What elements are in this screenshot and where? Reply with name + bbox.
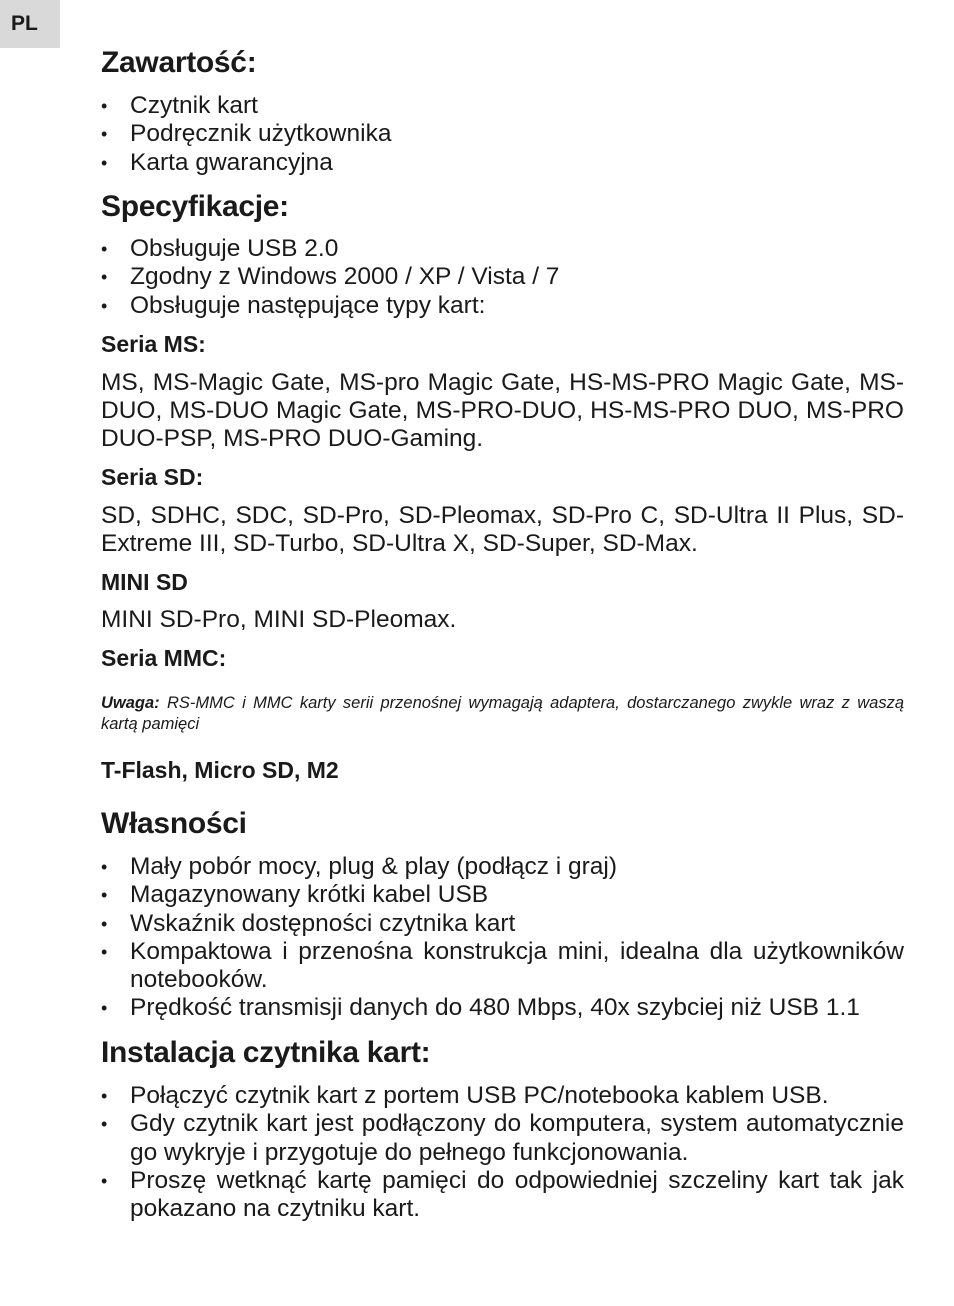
ms-series-heading: Seria MS:	[101, 331, 206, 357]
sd-series-heading: Seria SD:	[101, 464, 204, 490]
list-item: • Wskaźnik dostępności czytnika kart	[101, 910, 904, 938]
sd-series-text: SD, SDHC, SDC, SD-Pro, SD-Pleomax, SD-Pro C, SD-Ultra II Plus, SD-Extreme III, SD-Turbo, SD-Ultra X, SD-Super, SD-Max.	[101, 502, 904, 558]
minisd-text: MINI SD-Pro, MINI SD-Pleomax.	[101, 606, 457, 633]
language-tab: PL	[0, 0, 60, 48]
specs-heading: Specyfikacje:	[101, 190, 289, 223]
list-item: • Obsługuje USB 2.0	[101, 235, 904, 263]
list-item: • Podręcznik użytkownika	[101, 120, 904, 148]
note-label: Uwaga:	[101, 694, 160, 712]
list-item: • Obsługuje następujące typy kart:	[101, 292, 904, 320]
list-item: • Prędkość transmisji danych do 480 Mbps, 40x szybciej niż USB 1.1	[101, 994, 904, 1022]
list-item: • Magazynowany krótki kabel USB	[101, 881, 904, 909]
list-item: • Czytnik kart	[101, 92, 904, 120]
minisd-heading: MINI SD	[101, 569, 188, 595]
list-item: • Gdy czytnik kart jest podłączony do komputera, system automatycznie go wykryje i przygotuje do pełnego funkcjonowania.	[101, 1110, 904, 1167]
list-item: • Karta gwarancyjna	[101, 149, 904, 177]
list-item: • Zgodny z Windows 2000 / XP / Vista / 7	[101, 263, 904, 291]
install-list	[101, 1082, 904, 1223]
note-text: RS-MMC i MMC karty serii przenośnej wymagają adaptera, dostarczanego zwykle wraz z waszą kartą pamięci	[101, 694, 904, 733]
mmc-note	[101, 693, 904, 735]
list-item: • Mały pobór mocy, plug & play (podłącz i graj)	[101, 853, 904, 881]
ms-series-text: MS, MS-Magic Gate, MS-pro Magic Gate, HS-MS-PRO Magic Gate, MS-DUO, MS-DUO Magic Gate, MS-PRO-DUO, HS-MS-PRO DUO, MS-PRO DUO-PSP, MS-PRO DUO-Gaming.	[101, 369, 904, 453]
list-item: • Kompaktowa i przenośna konstrukcja mini, idealna dla użytkowników notebooków.	[101, 938, 904, 995]
list-item: • Połączyć czytnik kart z portem USB PC/notebooka kablem USB.	[101, 1082, 904, 1110]
specs-list	[101, 235, 904, 320]
tflash-heading: T-Flash, Micro SD, M2	[101, 757, 339, 783]
list-item: • Proszę wetknąć kartę pamięci do odpowiedniej szczeliny kart tak jak pokazano na czytniku kart.	[101, 1167, 904, 1224]
install-heading: Instalacja czytnika kart:	[101, 1036, 431, 1069]
contents-heading: Zawartość:	[101, 46, 257, 79]
features-list	[101, 853, 904, 1023]
mmc-series-heading: Seria MMC:	[101, 645, 227, 671]
features-heading: Własności	[101, 807, 247, 840]
contents-list	[101, 92, 904, 177]
